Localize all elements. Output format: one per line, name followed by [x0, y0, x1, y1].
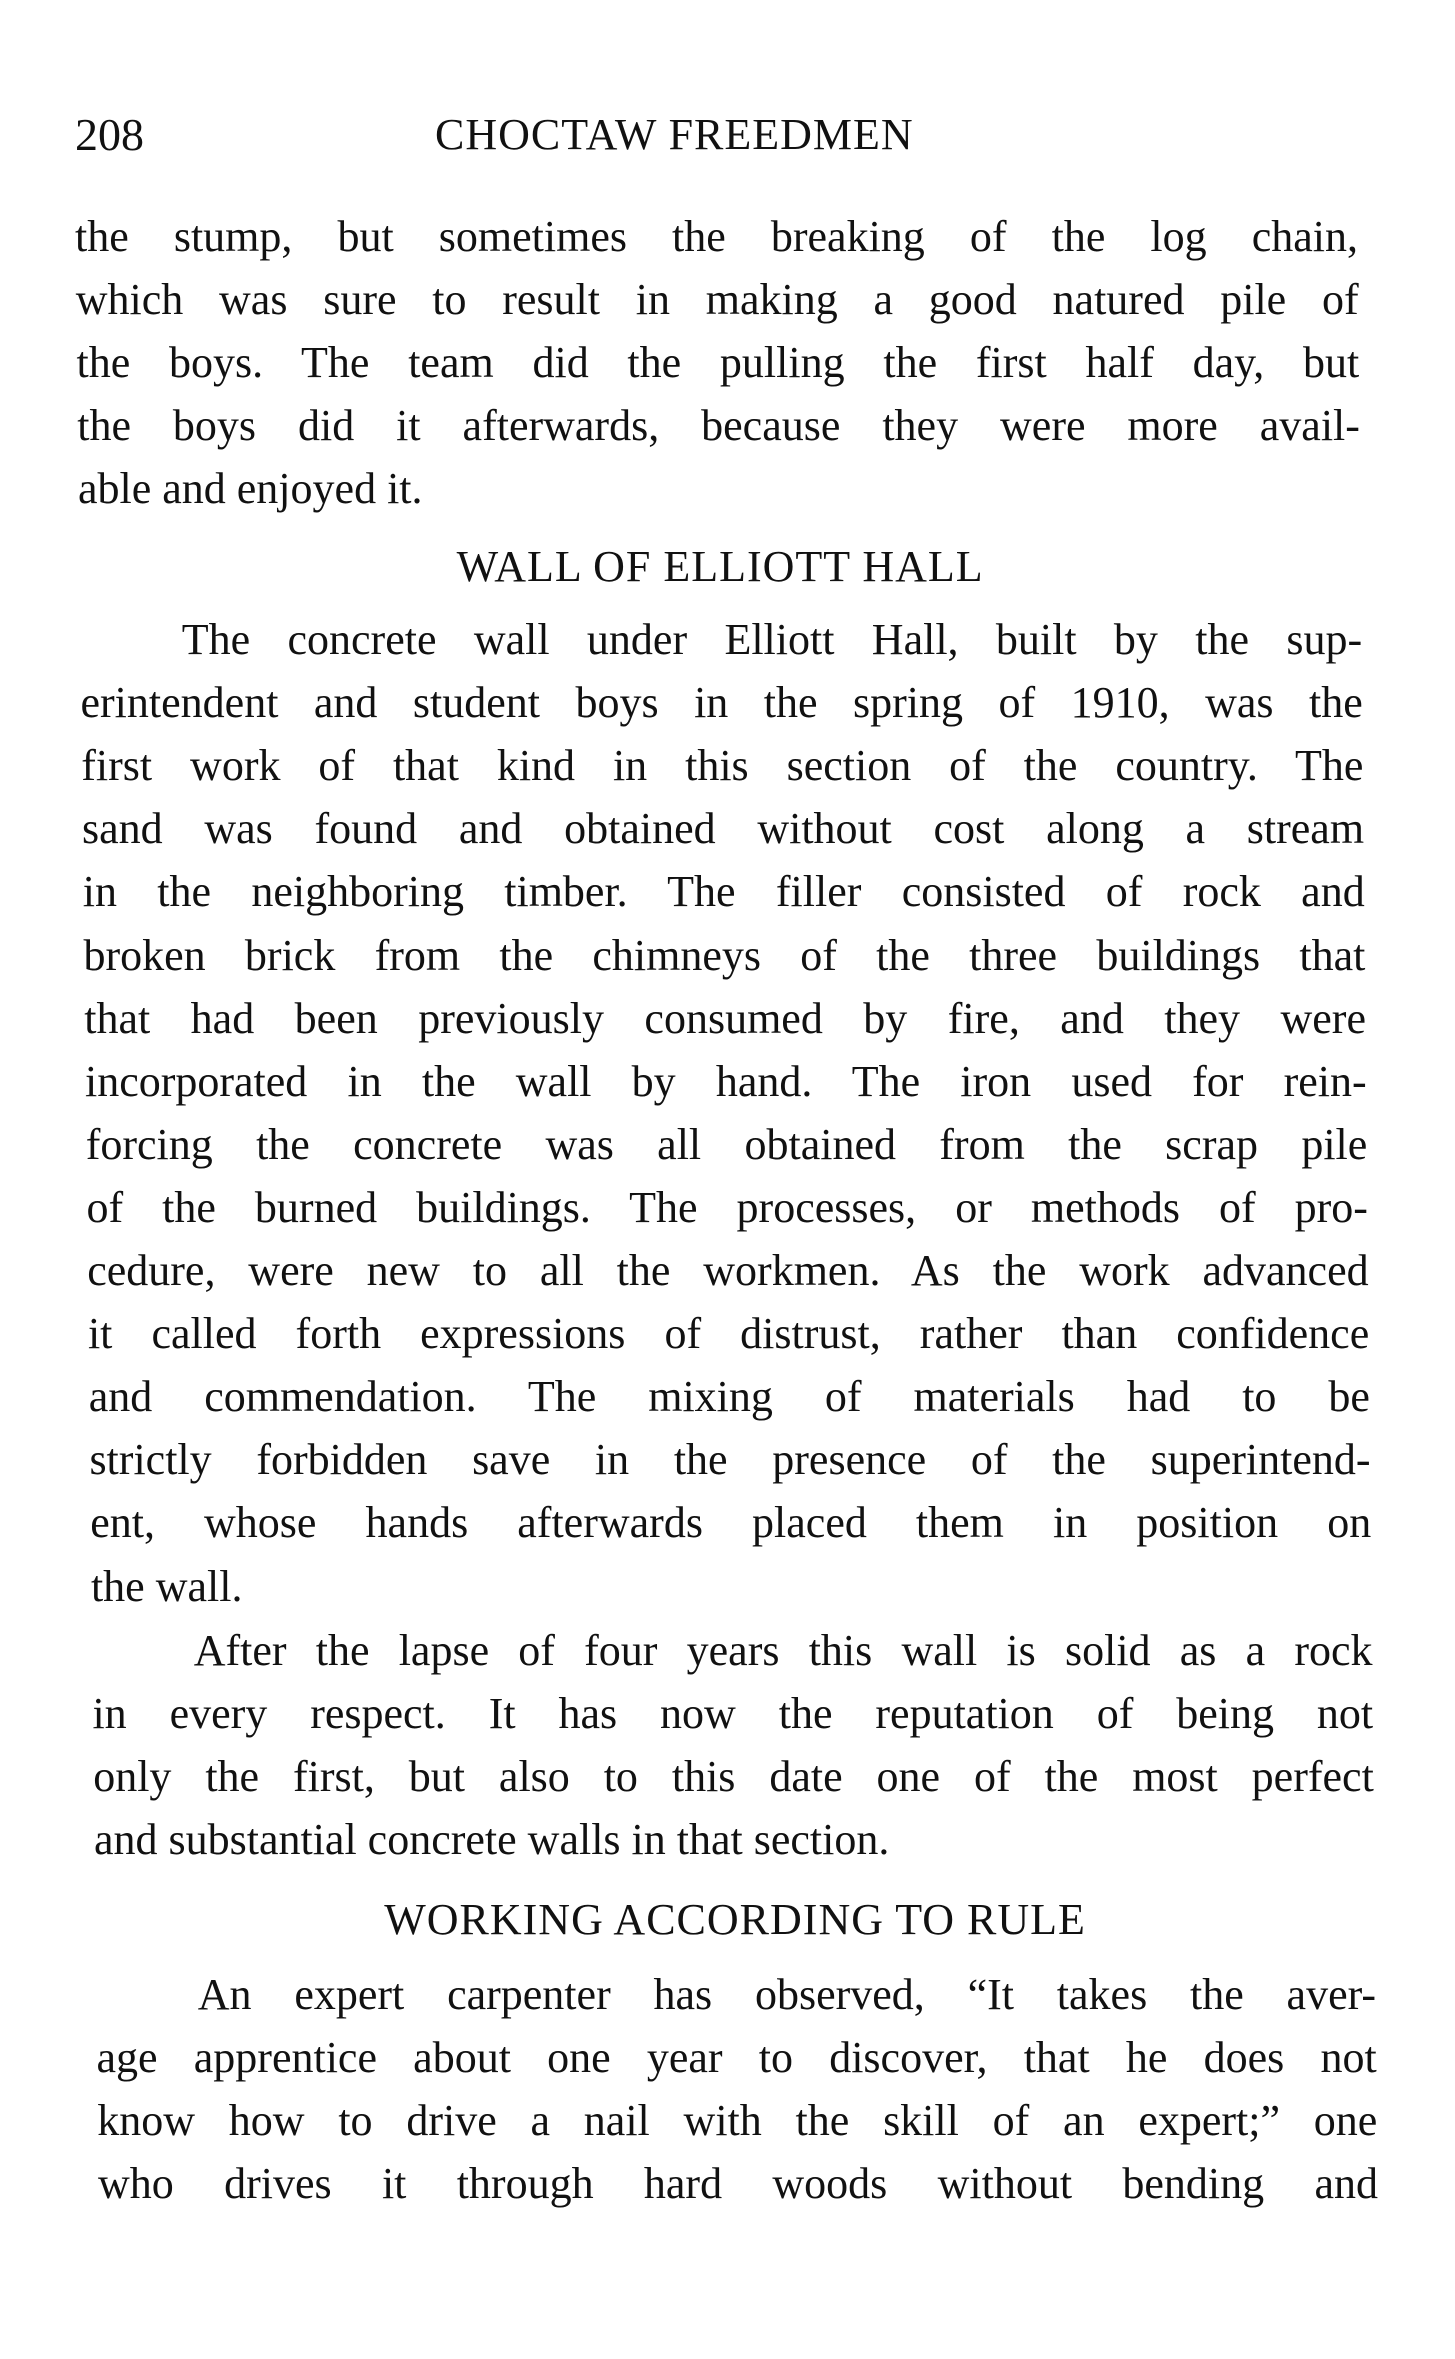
text-line: only the first, but also to this date one of the most perfect: [93, 1752, 1374, 1802]
section-heading: WORKING ACCORDING TO RULE: [384, 1895, 1086, 1944]
text-line: strictly forbidden save in the presence of the superintend-: [89, 1435, 1371, 1485]
text-line: in the neighboring timber. The filler consisted of rock and: [82, 867, 1365, 917]
text-line: know how to drive a nail with the skill of an expert;” one: [97, 2096, 1378, 2146]
text-line: the wall.: [90, 1561, 243, 1611]
text-line: which was sure to result in making a good natured pile of: [75, 275, 1359, 325]
running-title: CHOCTAW FREEDMEN: [435, 110, 914, 159]
text-line: incorporated in the wall by hand. The iron used for rein-: [84, 1056, 1367, 1106]
section-heading: WALL OF ELLIOTT HALL: [456, 542, 984, 591]
text-line: the boys did it afterwards, because they were more avail-: [77, 401, 1360, 451]
text-line: sand was found and obtained without cost along a stream: [81, 804, 1365, 854]
text-line: ent, whose hands afterwards placed them in position on: [90, 1498, 1372, 1548]
text-line: broken brick from the chimneys of the three buildings that: [83, 930, 1366, 980]
text-line: of the burned buildings. The processes, or methods of pro-: [86, 1182, 1368, 1232]
page-number: 208: [75, 109, 144, 160]
text-line: and commendation. The mixing of materials had to be: [88, 1372, 1370, 1422]
text-line: and substantial concrete walls in that section.: [93, 1815, 890, 1865]
text-line: erintendent and student boys in the spring of 1910, was the: [80, 678, 1363, 728]
text-line: who drives it through hard woods without bending and: [98, 2159, 1378, 2209]
text-line: the boys. The team did the pulling the first half day, but: [76, 338, 1360, 388]
text-line: forcing the concrete was all obtained from the scrap pile: [85, 1119, 1368, 1169]
text-line: The concrete wall under Elliott Hall, built by the sup-: [181, 615, 1363, 664]
text-line: first work of that kind in this section of the country. The: [81, 741, 1364, 791]
text-line: that had been previously consumed by fire, and they were: [84, 993, 1366, 1043]
text-line: the stump, but sometimes the breaking of the log chain,: [75, 212, 1358, 261]
text-line: able and enjoyed it.: [77, 464, 423, 514]
text-line: age apprentice about one year to discover, that he does not: [96, 2033, 1377, 2083]
text-line: cedure, were new to all the workmen. As the work advanced: [87, 1246, 1369, 1295]
text-line: An expert carpenter has observed, “It takes the aver-: [197, 1970, 1377, 2019]
text-line: in every respect. It has now the reputation of being not: [92, 1689, 1374, 1739]
text-line: After the lapse of four years this wall is solid as a rock: [193, 1626, 1373, 1675]
text-line: it called forth expressions of distrust, rather than confidence: [87, 1309, 1370, 1359]
